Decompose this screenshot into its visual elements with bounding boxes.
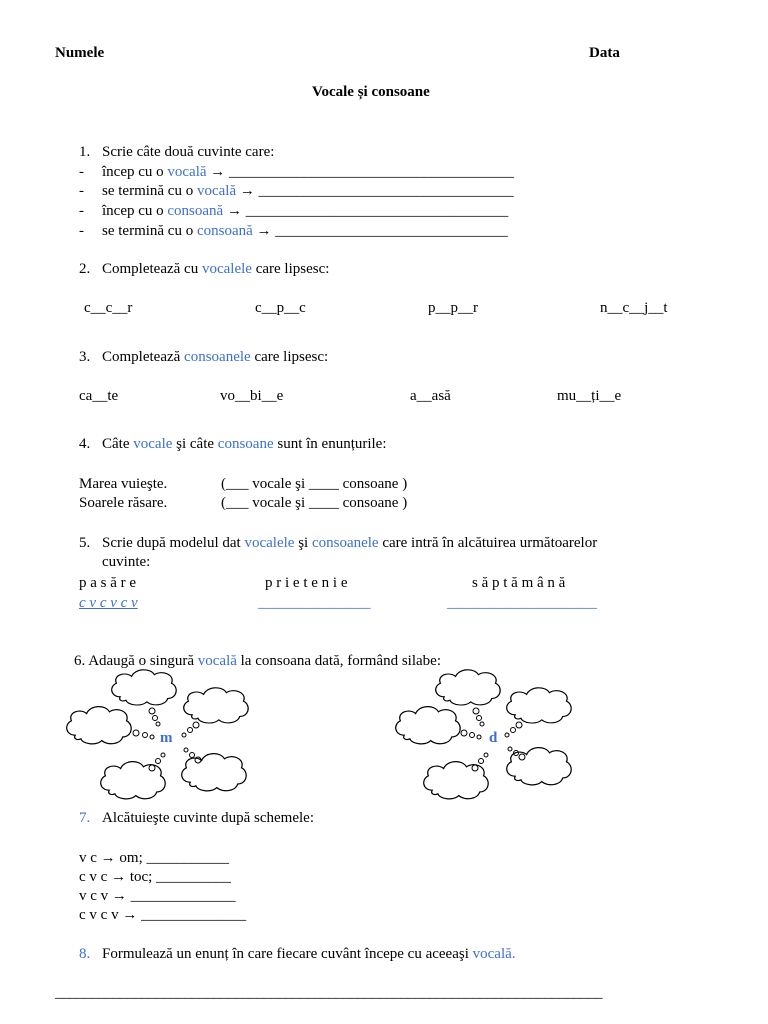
ex2-number: 2. [79, 261, 91, 277]
ex4-fill-2: (___ vocale şi ____ consoane ) [221, 495, 408, 511]
ex7-line-3: v c v → ______________ [79, 888, 236, 904]
page-title: Vocale și consoane [312, 84, 430, 100]
ex1-number: 1. [79, 144, 91, 160]
cloud-cluster-d [396, 670, 571, 799]
ex8-number: 8. [79, 946, 91, 962]
ex7-line-2: c v c → toc; __________ [79, 869, 232, 885]
ex5-word-3: s ă p t ă m â n ă [472, 575, 566, 591]
ex3-number: 3. [79, 349, 91, 365]
cloud-shape [182, 754, 246, 791]
ex7-number: 7. [79, 810, 91, 826]
cloud-shape [101, 762, 165, 799]
ex3-word-1: ca__te [79, 388, 119, 404]
ex5-word-1: p a s ă r e [79, 575, 137, 591]
cloud-shape [184, 688, 248, 723]
cloud-shape [507, 688, 571, 723]
cloud-cluster-m [67, 670, 248, 799]
cloud-shape [507, 748, 571, 785]
ex4-sentence-1: Marea vuieşte. [79, 476, 168, 492]
ex5-word-2: p r i e t e n i e [265, 575, 348, 591]
ex2-word-4: n__c__j__t [600, 300, 668, 316]
ex5-model-answer: c v c v c v [79, 595, 138, 611]
ex4-number: 4. [79, 436, 91, 452]
cloud-shape [67, 707, 131, 744]
ex3-instruction: Completează consoanele care lipsesc: [102, 349, 329, 365]
ex2-word-1: c__c__r [84, 300, 133, 316]
name-label: Numele [55, 45, 105, 61]
ex5-number: 5. [79, 535, 91, 551]
date-label: Data [589, 45, 620, 61]
ex7-instruction: Alcătuieşte cuvinte după schemele: [102, 810, 314, 826]
consonant-m: m [160, 730, 173, 746]
ex4-fill-1: (___ vocale şi ____ consoane ) [221, 476, 408, 492]
ex1-line-1: - încep cu o vocală → ______________________________________ [79, 164, 515, 180]
ex2-word-2: c__p__c [255, 300, 306, 316]
ex5-blank-2: ____________________ [447, 595, 597, 611]
cloud-shape [112, 670, 176, 705]
ex7-line-4: c v c v → ______________ [79, 907, 247, 923]
cloud-shape [424, 762, 488, 799]
ex1-line-4: - se termină cu o consoană → _______________________________ [79, 223, 508, 239]
cloud-diagrams [0, 665, 768, 810]
ex2-instruction: Completează cu vocalele care lipsesc: [102, 261, 330, 277]
ex4-instruction: Câte vocale şi câte consoane sunt în enunțurile: [102, 436, 387, 452]
ex3-word-2: vo__bi__e [220, 388, 284, 404]
ex4-sentence-2: Soarele răsare. [79, 495, 168, 511]
cloud-shape [436, 670, 500, 705]
ex1-line-2: - se termină cu o vocală → __________________________________ [79, 183, 514, 199]
ex3-word-4: mu__ți__e [557, 388, 622, 404]
ex1-line-3: - încep cu o consoană → ___________________________________ [79, 203, 509, 219]
ex8-answer-line: ____________________________________________________________________________ [55, 985, 603, 1001]
ex2-word-3: p__p__r [428, 300, 478, 316]
ex5-blank-1: _______________ [258, 595, 371, 611]
ex6-instruction: 6. Adaugă o singură vocală la consoana dată, formând silabe: [74, 653, 441, 669]
ex8-instruction: Formulează un enunț în care fiecare cuvânt începe cu aceeaşi vocală. [102, 946, 516, 962]
ex1-instruction: Scrie câte două cuvinte care: [102, 144, 275, 160]
ex5-instruction-cont: cuvinte: [102, 554, 151, 570]
ex5-instruction: Scrie după modelul dat vocalele şi consoanele care intră în alcătuirea următoarelor [102, 535, 598, 551]
consonant-d: d [489, 730, 498, 746]
cloud-shape [396, 707, 460, 744]
ex3-word-3: a__asă [410, 388, 451, 404]
ex7-line-1: v c → om; ___________ [79, 850, 229, 866]
